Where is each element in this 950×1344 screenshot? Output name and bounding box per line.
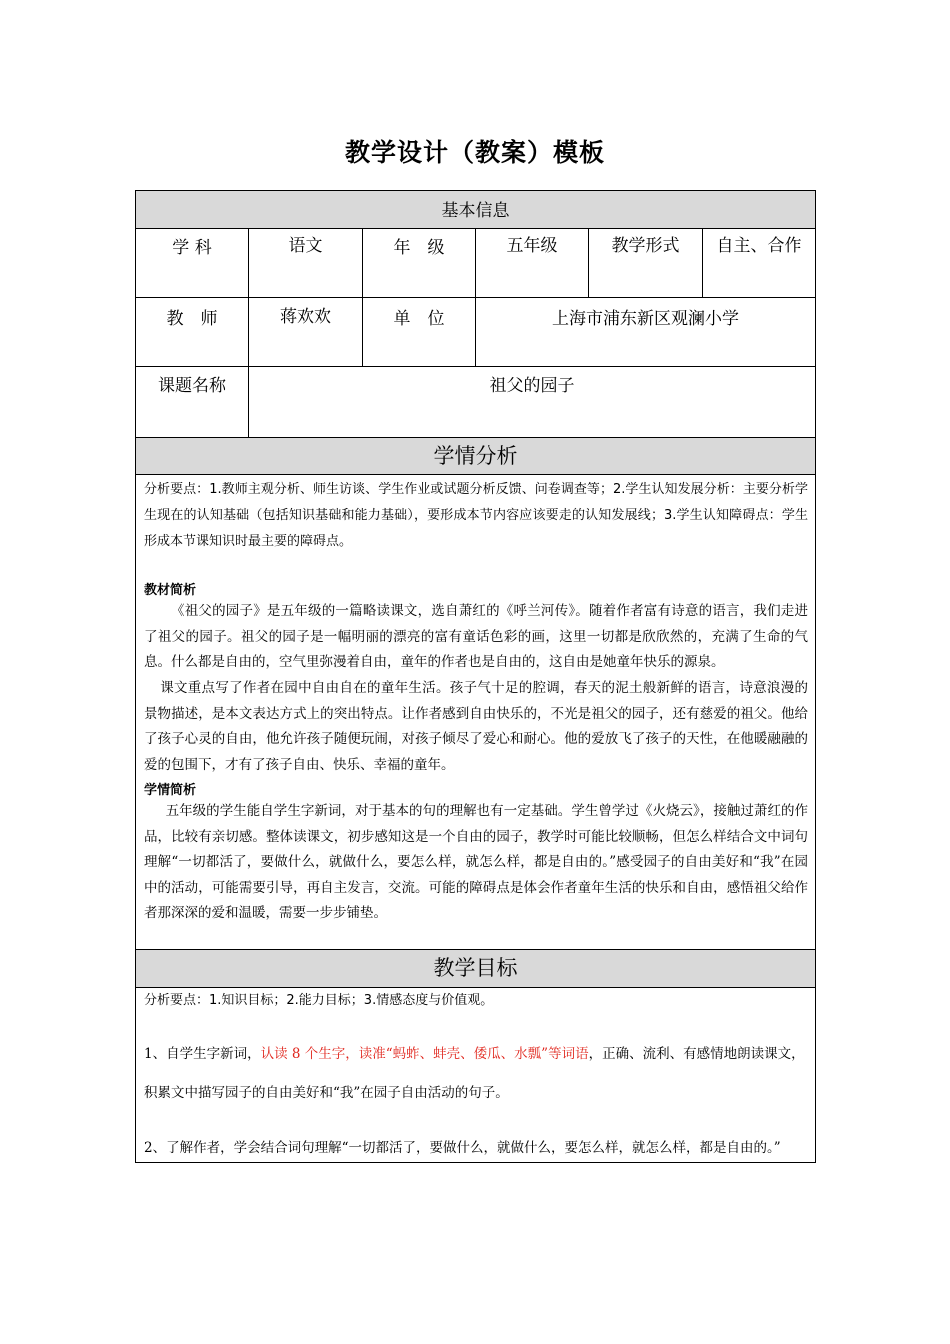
form-value: 自主、合作 bbox=[716, 236, 802, 256]
basic-info-header: 基本信息 bbox=[441, 201, 510, 221]
divider bbox=[136, 474, 815, 475]
analysis-header: 学情分析 bbox=[433, 444, 518, 468]
subject-value: 语文 bbox=[288, 236, 323, 256]
form-label: 教学形式 bbox=[611, 236, 680, 256]
divider bbox=[702, 228, 703, 297]
divider bbox=[475, 228, 476, 366]
page-title: 教学设计（教案）模板 bbox=[344, 138, 605, 167]
student-paragraph: 五年级的学生能自学生字新词，对于基本的句的理解也有一定基础。学生曾学过《火烧云》，接触过萧红的作品，比较有亲切感。整体读课文，初步感知这是一个自由的园子，教学时可能比较顺畅，但怎么样结合文中词句理解“一切都活了，要做什么，就做什么，要怎么样，就怎么样，都是自由的。”感受园子的自由美好和“我”在园中的活动，可能需要引导，再自主发言，交流。可能的障碍点是体会作者童年生活的快乐和自由，感悟祖父给作者那深深的爱和温暖，需要一步步铺垫。 bbox=[144, 803, 808, 921]
material-label: 教材简析 bbox=[144, 583, 197, 598]
goal-1-line-2: 积累文中描写园子的自由美好和“我”在园子自由活动的句子。 bbox=[144, 1085, 509, 1101]
grade-value: 五年级 bbox=[506, 236, 558, 256]
goals-header: 教学目标 bbox=[433, 956, 518, 980]
topic-label: 课题名称 bbox=[158, 376, 226, 396]
divider bbox=[588, 228, 589, 297]
goals-points: 分析要点：1.知识目标；2.能力目标；3.情感态度与价值观。 bbox=[144, 993, 494, 1008]
subject-label: 学 科 bbox=[172, 238, 212, 258]
material-paragraph-2: 课文重点写了作者在园中自由自在的童年生活。孩子气十足的腔调，春天的泥土般新鲜的语言，诗意浪漫的景物描述，是本文表达方式上的突出特点。让作者感到自由快乐的，不光是祖父的园子，还有慈爱的祖父。他给了孩子心灵的自由，他允许孩子随便玩闹，对孩子倾尽了爱心和耐心。他的爱放飞了孩子的天性，在他暖融融的爱的包围下，才有了孩子自由、快乐、幸福的童年。 bbox=[144, 680, 808, 773]
topic-value: 祖父的园子 bbox=[489, 376, 575, 396]
teacher-label: 教 师 bbox=[166, 309, 218, 329]
divider bbox=[248, 228, 249, 437]
material-paragraph-1: 《祖父的园子》是五年级的一篇略读课文，选自萧红的《呼兰河传》。随着作者富有诗意的语言，我们走进了祖父的园子。祖父的园子是一幅明丽的漂亮的富有童话色彩的画，这里一切都是欣欣然的，充满了生命的气息。什么都是自由的，空气里弥漫着自由，童年的作者也是自由的，这自由是她童年快乐的源泉。 bbox=[144, 603, 808, 670]
goal-1-suffix: ，正确、流利、有感情地朗读课文， bbox=[588, 1046, 805, 1062]
grade-label: 年 级 bbox=[393, 238, 445, 258]
goal-1 bbox=[144, 1042, 808, 1068]
divider bbox=[136, 366, 815, 367]
goal-2: 2、了解作者，学会结合词句理解“一切都活了，要做什么，就做什么，要怎么样，就怎么样，都是自由的。” bbox=[144, 1140, 781, 1156]
lesson-plan-table bbox=[135, 190, 816, 1163]
divider bbox=[362, 228, 363, 366]
student-label: 学情简析 bbox=[144, 783, 197, 798]
analysis-points: 分析要点：1.教师主观分析、师生访谈、学生作业或试题分析反馈、问卷调查等；2.学生认知发展分析：主要分析学生现在的认知基础（包括知识基础和能力基础），要形成本节内容应该要走的认知发展线；3.学生认知障碍点：学生形成本节课知识时最主要的障碍点。 bbox=[144, 482, 808, 549]
teacher-value: 蒋欢欢 bbox=[280, 307, 331, 327]
unit-label: 单 位 bbox=[393, 309, 445, 329]
goal-1-prefix: 1、自学生字新词， bbox=[144, 1046, 261, 1062]
unit-value: 上海市浦东新区观澜小学 bbox=[552, 309, 739, 329]
goal-1-highlight: 认读 8 个生字，读准“蚂蚱、蚌壳、倭瓜、水瓢”等词语 bbox=[260, 1046, 589, 1062]
